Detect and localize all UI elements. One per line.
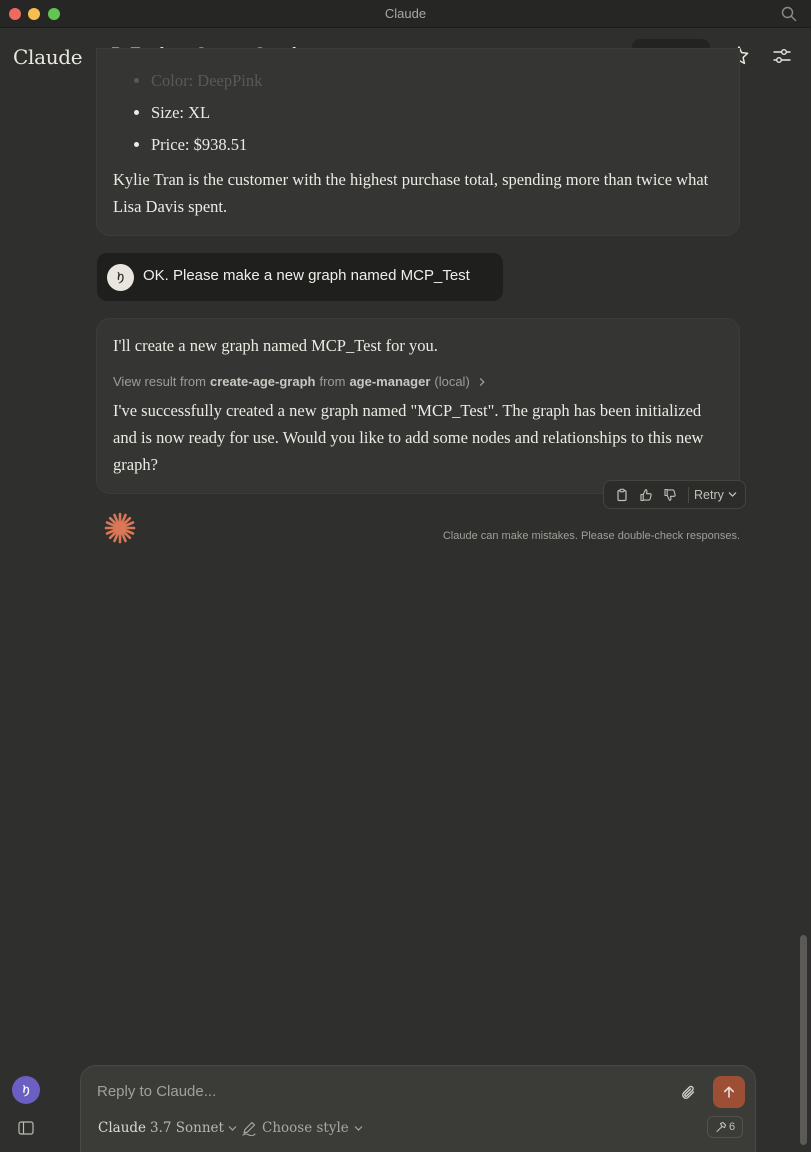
copy-button[interactable] — [610, 483, 634, 507]
list-item: • Price: $938.51 — [151, 129, 262, 161]
chevron-down-icon — [728, 490, 737, 499]
server-name: age-manager — [349, 374, 431, 389]
thumbs-down-button[interactable] — [658, 483, 682, 507]
server-location: (local) — [434, 374, 470, 389]
assistant-summary-text: Kylie Tran is the customer with the highest purchase total, spending more than twice what Lisa Davis spent. — [113, 170, 709, 216]
tools-button[interactable] — [707, 1116, 743, 1138]
style-selector[interactable] — [241, 1120, 363, 1136]
reply-input[interactable] — [97, 1080, 657, 1102]
claude-logo[interactable]: Claude — [13, 45, 83, 69]
pen-style-icon — [241, 1120, 257, 1136]
user-message-text: OK. Please make a new graph named MCP_Test — [143, 267, 470, 284]
chevron-down-icon — [354, 1124, 363, 1133]
search-icon[interactable] — [781, 6, 797, 22]
chevron-down-icon — [228, 1124, 237, 1133]
tool-result-link[interactable] — [113, 368, 487, 395]
thumbs-up-icon — [639, 488, 653, 502]
user-avatar: り — [107, 264, 134, 291]
composer — [80, 1065, 756, 1152]
tool-name: create-age-graph — [209, 374, 316, 389]
window-title: Claude — [384, 6, 427, 21]
message-actions — [603, 480, 746, 509]
send-button[interactable] — [713, 1076, 745, 1108]
tools-count: 6 — [728, 1121, 736, 1133]
user-message — [97, 253, 503, 301]
assistant-intro-text: I'll create a new graph named MCP_Test for you. — [113, 336, 438, 355]
assistant-message-previous — [96, 48, 740, 236]
scrollbar-thumb[interactable] — [800, 935, 807, 1145]
clipboard-icon — [615, 488, 629, 502]
chevron-right-icon — [477, 377, 487, 387]
claude-spark-icon — [103, 511, 137, 545]
list-item: • Size: XL — [151, 97, 262, 129]
thumbs-down-icon — [663, 488, 677, 502]
model-version: 3.7 Sonnet — [150, 1120, 224, 1136]
arrow-up-icon — [722, 1085, 736, 1099]
assistant-message — [96, 318, 740, 494]
model-name: Claude — [98, 1120, 147, 1136]
disclaimer-text: Claude can make mistakes. Please double-check responses. — [442, 530, 740, 542]
product-details-list — [151, 65, 262, 161]
assistant-response-text: I've successfully created a new graph named "MCP_Test". The graph has been initialized and is now ready for use. Would you like to add some nodes and relationships to this new graph? — [113, 401, 704, 474]
sidebar-toggle-icon[interactable] — [18, 1121, 34, 1135]
sliders-icon[interactable] — [770, 44, 794, 68]
paperclip-icon[interactable] — [679, 1083, 699, 1103]
retry-button[interactable] — [694, 488, 737, 502]
style-label: Choose style — [262, 1120, 349, 1136]
tool-result-from: from — [319, 374, 346, 389]
model-selector[interactable] — [98, 1120, 237, 1136]
hammer-icon — [715, 1121, 727, 1133]
list-item: • Color: DeepPink — [151, 65, 262, 97]
retry-label: Retry — [694, 487, 724, 502]
account-avatar[interactable]: り — [12, 1076, 40, 1104]
window-titlebar — [0, 0, 811, 28]
tool-result-prefix: View result from — [113, 374, 206, 389]
thumbs-up-button[interactable] — [634, 483, 658, 507]
divider — [688, 487, 689, 503]
